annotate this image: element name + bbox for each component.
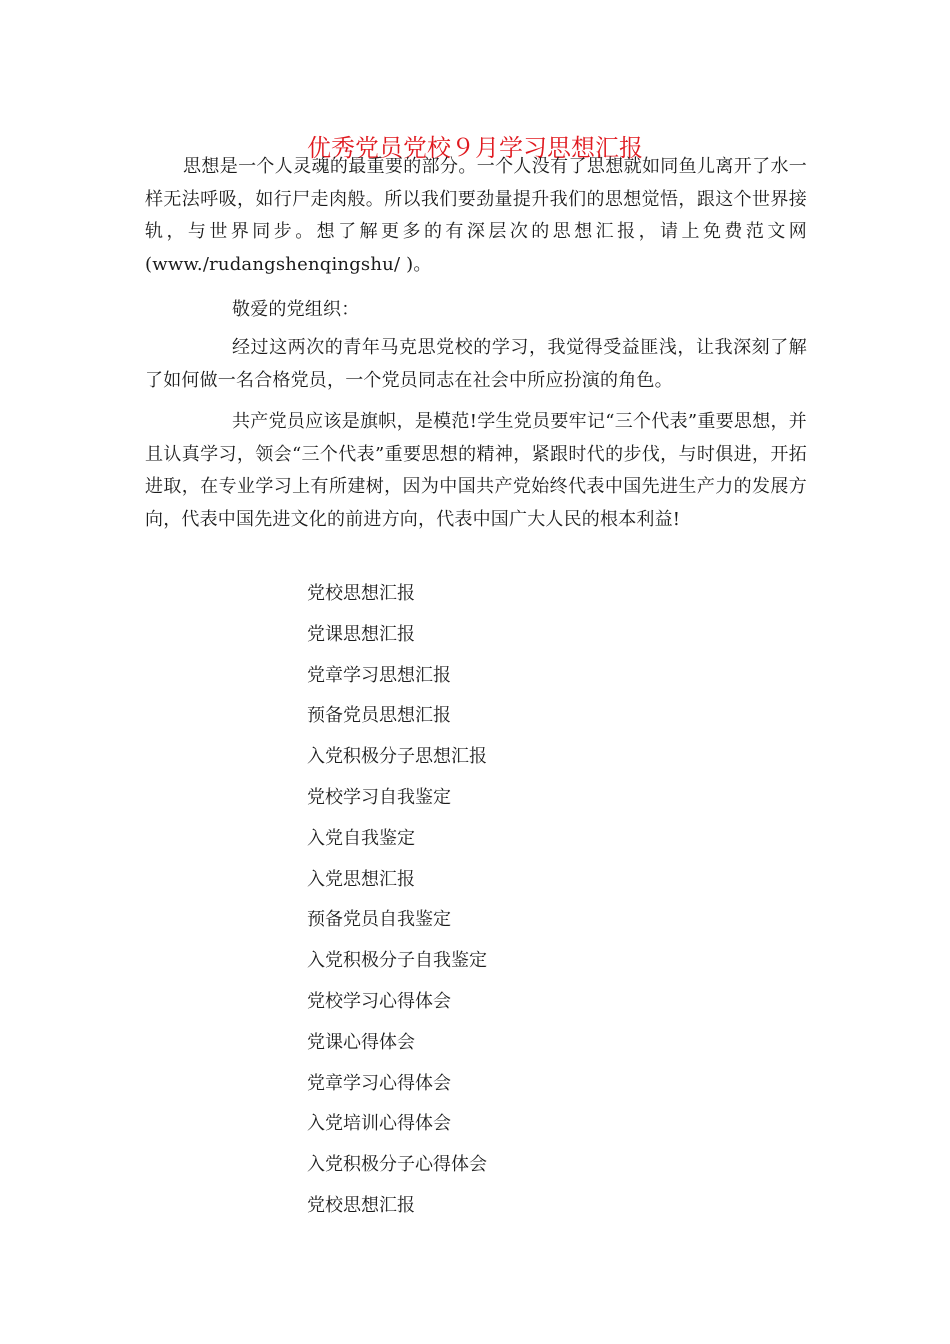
related-link[interactable]: 党课思想汇报 — [307, 623, 415, 645]
body-paragraph-1: 经过这两次的青年马克思党校的学习，我觉得受益匪浅，让我深刻了解了如何做一名合格党员，一个党员同志在社会中所应扮演的角色。 — [145, 337, 807, 391]
related-link[interactable]: 入党思想汇报 — [307, 868, 415, 890]
related-link[interactable]: 入党自我鉴定 — [307, 827, 415, 849]
related-link[interactable]: 党章学习思想汇报 — [307, 664, 451, 686]
related-link[interactable]: 预备党员思想汇报 — [307, 705, 451, 727]
related-link[interactable]: 党校学习自我鉴定 — [307, 786, 451, 808]
salutation: 敬爱的党组织： — [232, 299, 360, 320]
related-link[interactable]: 入党积极分子自我鉴定 — [307, 950, 487, 972]
related-link[interactable]: 入党积极分子心得体会 — [307, 1154, 487, 1176]
intro-paragraph: 思想是一个人灵魂的最重要的部分。一个人没有了思想就如同鱼儿离开了水一样无法呼吸，如行尸走肉般。所以我们要劲量提升我们的思想觉悟，跟这个世界接轨，与世界同步。想了解更多的有深层次的思想汇报，请上免费范文网(www./rudangshenqingshu/ )。 — [145, 156, 807, 275]
related-link[interactable]: 预备党员自我鉴定 — [307, 909, 451, 931]
related-link[interactable]: 党课心得体会 — [307, 1031, 415, 1053]
related-links-list — [307, 578, 487, 1231]
related-link[interactable]: 党校学习心得体会 — [307, 990, 451, 1012]
body-paragraph-2: 共产党员应该是旗帜，是模范!学生党员要牢记“三个代表”重要思想，并且认真学习，领会“三个代表”重要思想的精神，紧跟时代的步伐，与时俱进，开拓进取，在专业学习上有所建树，因为中国共产党始终代表中国先进生产力的发展方向，代表中国先进文化的前进方向，代表中国广大人民的根本利益! — [145, 411, 807, 530]
related-link[interactable]: 入党培训心得体会 — [307, 1113, 451, 1135]
related-link[interactable]: 入党积极分子思想汇报 — [307, 746, 487, 768]
related-link[interactable]: 党校思想汇报 — [307, 583, 415, 604]
related-link[interactable]: 党校思想汇报 — [307, 1194, 415, 1216]
related-link[interactable]: 党章学习心得体会 — [307, 1072, 451, 1094]
document-title: 优秀党员党校９月学习思想汇报 — [307, 134, 643, 163]
